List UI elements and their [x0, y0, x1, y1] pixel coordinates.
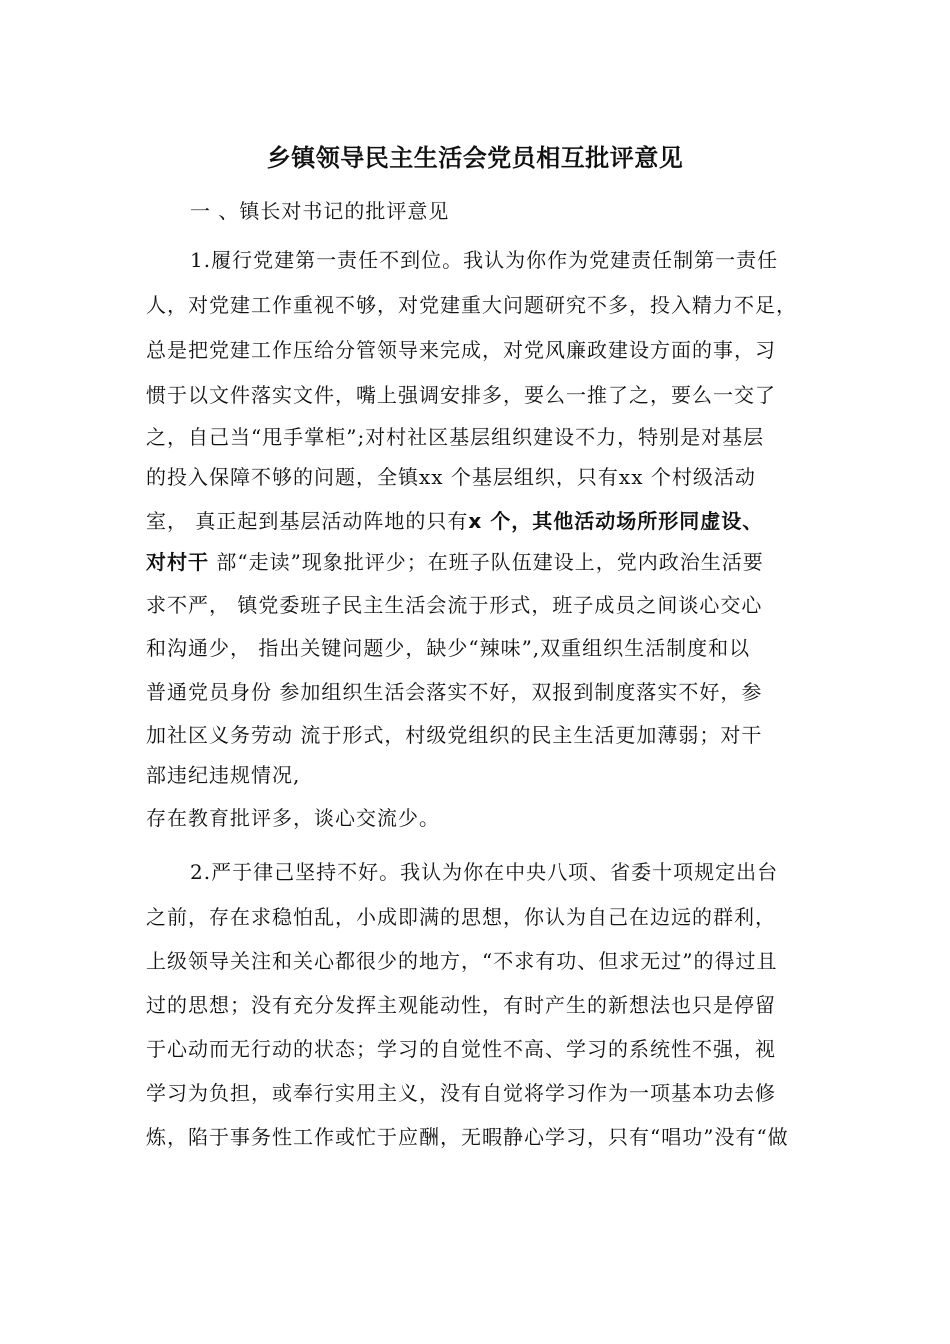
paragraph-1-bold-text: x 个，其他活动场所形同虚设、 [468, 509, 764, 533]
paragraph-1-bold-text: 对村干 [146, 550, 209, 574]
paragraph-1-line-mixed [146, 547, 764, 577]
paragraph-1-line: 存在教育批评多，谈心交流少。 [146, 806, 440, 830]
paragraph-1-line: 之，自己当“甩手掌柜”;对村社区基层组织建设不力，特别是对基层 [146, 425, 765, 449]
paragraph-1-text: 部“走读”现象批评少；在班子队伍建设上，党内政治生活要 [209, 550, 764, 574]
paragraph-1-line: 加社区义务劳动 流于形式，村级党组织的民主生活更加薄弱；对干 [146, 723, 763, 747]
paragraph-2-line: 过的思想；没有充分发挥主观能动性，有时产生的新想法也只是停留 [146, 993, 776, 1017]
paragraph-1-line: 部违纪违规情况, [146, 763, 301, 787]
paragraph-1-line-mixed [146, 506, 763, 536]
paragraph-1-line: 总是把党建工作压给分管领导来完成，对党风廉政建设方面的事，习 [146, 338, 776, 362]
paragraph-2-line: 2.严于律己坚持不好。我认为你在中央八项、省委十项规定出台 [190, 860, 779, 884]
paragraph-1-line: 人，对党建工作重视不够，对党建重大问题研究不多，投入精力不足， [146, 293, 797, 317]
paragraph-1-line: 的投入保障不够的问题，全镇xx 个基层组织，只有xx 个村级活动 [146, 465, 756, 489]
document-title: 乡镇领导民主生活会党员相互批评意见 [266, 144, 684, 172]
paragraph-2-line: 于心动而无行动的状态；学习的自觉性不高、学习的系统性不强，视 [146, 1037, 776, 1061]
paragraph-2-line: 炼，陷于事务性工作或忙于应酬，无暇静心学习，只有“唱功”没有“做 [146, 1125, 789, 1149]
paragraph-1-line: 普通党员身份 参加组织生活会落实不好，双报到制度落实不好，参 [146, 680, 763, 704]
paragraph-1-text: 室， 真正起到基层活动阵地的只有 [146, 509, 469, 533]
paragraph-2-line: 之前，存在求稳怕乱，小成即满的思想，你认为自己在边远的群利， [146, 905, 776, 929]
paragraph-1-line: 求不严， 镇党委班子民主生活会流于形式，班子成员之间谈心交心 [146, 593, 763, 617]
paragraph-2-line: 学习为负担，或奉行实用主义，没有自觉将学习作为一项基本功去修 [146, 1081, 776, 1105]
paragraph-1-line: 和沟通少， 指出关键问题少，缺少“辣味”,双重组织生活制度和以 [146, 636, 751, 660]
section-heading: 一 、镇长对书记的批评意见 [190, 199, 450, 223]
paragraph-1-line: 1.履行党建第一责任不到位。我认为你作为党建责任制第一责任 [190, 248, 779, 272]
paragraph-2-line: 上级领导关注和关心都很少的地方，“不求有功、但求无过”的得过且 [146, 949, 778, 973]
paragraph-1-line: 惯于以文件落实文件，嘴上强调安排多，要么一推了之，要么一交了 [146, 383, 776, 407]
